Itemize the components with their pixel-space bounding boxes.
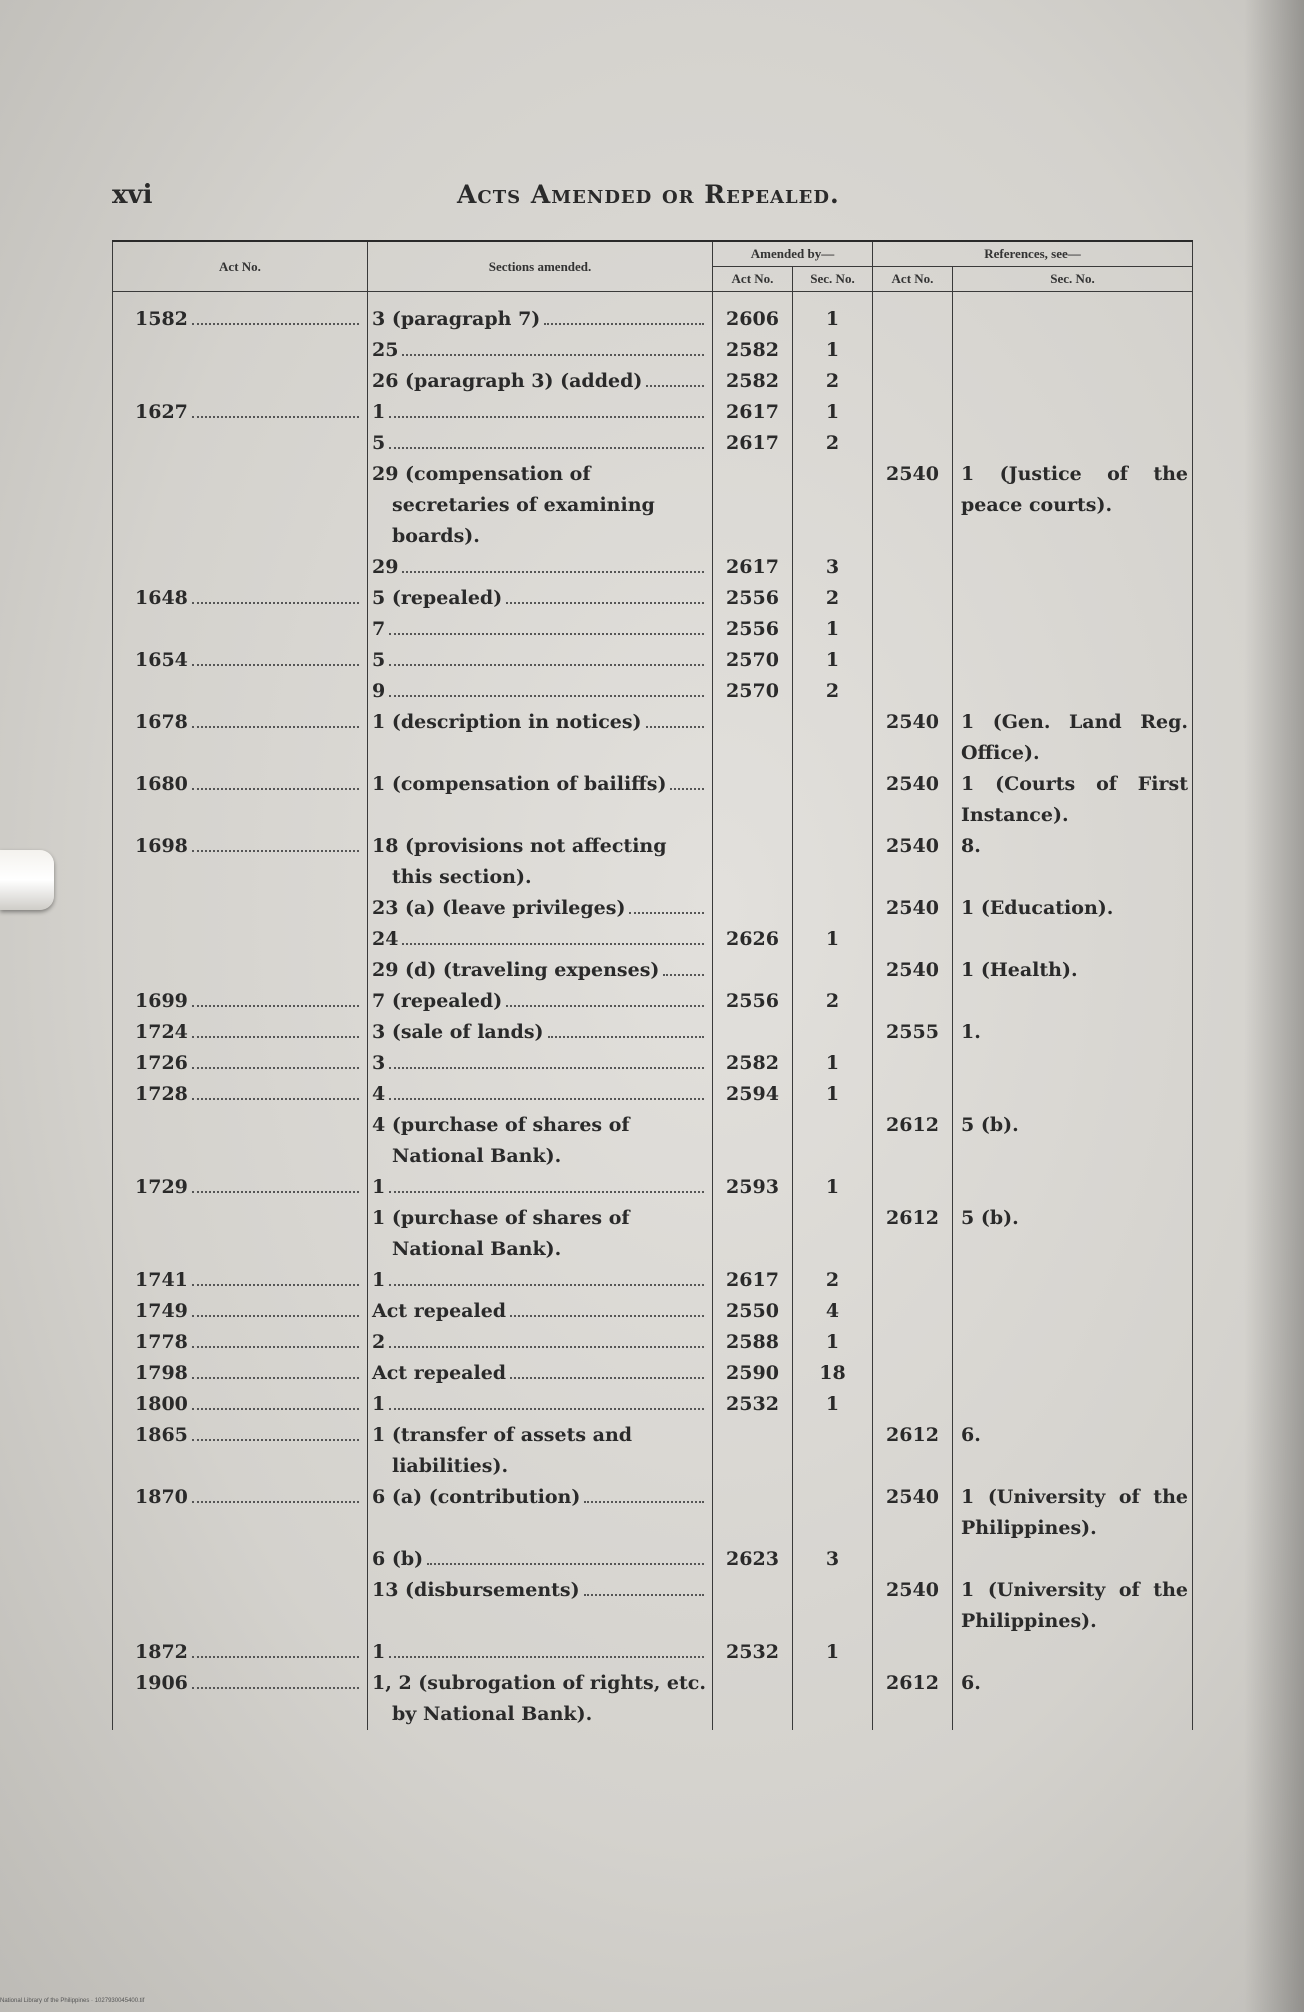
table-row <box>113 1327 1193 1358</box>
cell-act-no <box>113 335 368 366</box>
cell-ref-act-no <box>873 614 953 645</box>
cell-amended-sec-no <box>793 1482 873 1544</box>
cell-amended-sec-no: 3 <box>793 552 873 583</box>
table-row <box>113 955 1193 986</box>
cell-amended-act-no: 2590 <box>713 1358 793 1389</box>
cell-act-no: 1741 <box>113 1265 368 1296</box>
table-row <box>113 707 1193 769</box>
cell-amended-act-no: 2570 <box>713 676 793 707</box>
cell-sections-amended: 1 <box>368 1637 713 1668</box>
cell-act-no: 1778 <box>113 1327 368 1358</box>
cell-sections-amended: 29 (compensation of secretaries of examining boards). <box>368 459 713 552</box>
cell-amended-sec-no: 2 <box>793 366 873 397</box>
cell-amended-sec-no <box>793 1203 873 1265</box>
cell-ref-sec-no <box>953 1079 1193 1110</box>
cell-amended-sec-no <box>793 1017 873 1048</box>
cell-act-no: 1729 <box>113 1172 368 1203</box>
cell-amended-act-no <box>713 1017 793 1048</box>
cell-ref-act-no <box>873 1637 953 1668</box>
cell-sections-amended: 24 <box>368 924 713 955</box>
cell-ref-sec-no: 1. <box>953 1017 1193 1048</box>
cell-act-no <box>113 893 368 924</box>
cell-ref-sec-no <box>953 986 1193 1017</box>
cell-amended-act-no: 2617 <box>713 428 793 459</box>
cell-ref-act-no <box>873 645 953 676</box>
cell-sections-amended: 1 <box>368 1265 713 1296</box>
cell-act-no <box>113 1544 368 1575</box>
cell-ref-act-no: 2540 <box>873 831 953 893</box>
cell-act-no: 1906 <box>113 1668 368 1730</box>
cell-amended-act-no: 2594 <box>713 1079 793 1110</box>
cell-amended-sec-no <box>793 893 873 924</box>
acts-table-body <box>113 292 1193 1731</box>
cell-amended-sec-no: 1 <box>793 614 873 645</box>
table-row <box>113 459 1193 552</box>
cell-act-no: 1798 <box>113 1358 368 1389</box>
cell-act-no <box>113 1203 368 1265</box>
cell-amended-sec-no: 2 <box>793 986 873 1017</box>
cell-amended-sec-no: 2 <box>793 428 873 459</box>
cell-ref-act-no <box>873 1544 953 1575</box>
table-row <box>113 1482 1193 1544</box>
cell-sections-amended: Act repealed <box>368 1358 713 1389</box>
cell-sections-amended: 29 (d) (traveling expenses) <box>368 955 713 986</box>
cell-amended-act-no <box>713 831 793 893</box>
table-row <box>113 366 1193 397</box>
table-row <box>113 1420 1193 1482</box>
cell-act-no: 1872 <box>113 1637 368 1668</box>
cell-act-no <box>113 924 368 955</box>
cell-ref-act-no: 2540 <box>873 1482 953 1544</box>
cell-act-no <box>113 1575 368 1637</box>
cell-sections-amended: 3 <box>368 1048 713 1079</box>
cell-amended-sec-no: 1 <box>793 1172 873 1203</box>
cell-amended-sec-no: 1 <box>793 1048 873 1079</box>
table-row <box>113 1110 1193 1172</box>
cell-act-no: 1698 <box>113 831 368 893</box>
cell-amended-sec-no: 1 <box>793 645 873 676</box>
cell-amended-sec-no <box>793 955 873 986</box>
cell-amended-act-no: 2606 <box>713 292 793 336</box>
cell-sections-amended: 1 <box>368 397 713 428</box>
cell-ref-sec-no <box>953 614 1193 645</box>
cell-ref-act-no <box>873 335 953 366</box>
cell-ref-act-no <box>873 676 953 707</box>
cell-ref-act-no <box>873 1327 953 1358</box>
cell-amended-act-no: 2582 <box>713 335 793 366</box>
cell-amended-act-no: 2617 <box>713 552 793 583</box>
col-ref-sec-no: Sec. No. <box>953 267 1193 292</box>
table-row <box>113 1637 1193 1668</box>
cell-amended-sec-no <box>793 831 873 893</box>
cell-amended-sec-no: 1 <box>793 1637 873 1668</box>
cell-ref-act-no <box>873 583 953 614</box>
cell-ref-sec-no: 1 (University of the Philippines). <box>953 1575 1193 1637</box>
cell-amended-sec-no <box>793 1420 873 1482</box>
cell-amended-act-no: 2626 <box>713 924 793 955</box>
cell-amended-sec-no <box>793 769 873 831</box>
table-header-row <box>113 241 1193 267</box>
cell-amended-act-no: 2623 <box>713 1544 793 1575</box>
table-row <box>113 428 1193 459</box>
cell-ref-sec-no <box>953 1296 1193 1327</box>
cell-sections-amended: 4 (purchase of shares of National Bank). <box>368 1110 713 1172</box>
cell-act-no: 1865 <box>113 1420 368 1482</box>
cell-ref-sec-no <box>953 1265 1193 1296</box>
cell-ref-act-no <box>873 1265 953 1296</box>
cell-sections-amended: 6 (b) <box>368 1544 713 1575</box>
cell-act-no: 1724 <box>113 1017 368 1048</box>
table-row <box>113 676 1193 707</box>
cell-act-no: 1728 <box>113 1079 368 1110</box>
cell-ref-act-no: 2555 <box>873 1017 953 1048</box>
cell-ref-act-no <box>873 366 953 397</box>
cell-ref-act-no: 2612 <box>873 1420 953 1482</box>
cell-amended-act-no: 2582 <box>713 366 793 397</box>
cell-ref-act-no: 2540 <box>873 1575 953 1637</box>
cell-amended-act-no <box>713 1482 793 1544</box>
cell-amended-act-no <box>713 769 793 831</box>
cell-amended-act-no: 2556 <box>713 986 793 1017</box>
cell-ref-sec-no <box>953 366 1193 397</box>
col-sections-amended: Sections amended. <box>368 241 713 292</box>
cell-ref-sec-no: 1 (Justice of the peace courts). <box>953 459 1193 552</box>
cell-ref-act-no <box>873 552 953 583</box>
cell-ref-act-no <box>873 1389 953 1420</box>
table-row <box>113 1172 1193 1203</box>
cell-amended-act-no: 2532 <box>713 1389 793 1420</box>
cell-amended-act-no: 2532 <box>713 1637 793 1668</box>
cell-sections-amended: 23 (a) (leave privileges) <box>368 893 713 924</box>
cell-ref-sec-no <box>953 583 1193 614</box>
cell-act-no: 1582 <box>113 292 368 336</box>
cell-sections-amended: 9 <box>368 676 713 707</box>
cell-amended-sec-no <box>793 459 873 552</box>
cell-amended-act-no: 2550 <box>713 1296 793 1327</box>
cell-act-no: 1699 <box>113 986 368 1017</box>
cell-amended-act-no: 2556 <box>713 583 793 614</box>
cell-sections-amended: 4 <box>368 1079 713 1110</box>
cell-ref-sec-no: 5 (b). <box>953 1110 1193 1172</box>
cell-ref-act-no <box>873 1358 953 1389</box>
cell-amended-sec-no: 1 <box>793 292 873 336</box>
table-row <box>113 1389 1193 1420</box>
col-ref-act-no: Act No. <box>873 267 953 292</box>
cell-sections-amended: 13 (disbursements) <box>368 1575 713 1637</box>
cell-act-no <box>113 366 368 397</box>
cell-sections-amended: 1 <box>368 1172 713 1203</box>
cell-ref-sec-no: 6. <box>953 1668 1193 1730</box>
cell-sections-amended: 5 <box>368 645 713 676</box>
acts-table <box>112 240 1193 1730</box>
table-row <box>113 1358 1193 1389</box>
cell-amended-act-no <box>713 1203 793 1265</box>
cell-ref-sec-no <box>953 1048 1193 1079</box>
cell-act-no: 1726 <box>113 1048 368 1079</box>
page-edge-shadow <box>1244 0 1304 2012</box>
cell-sections-amended: 1 (purchase of shares of National Bank). <box>368 1203 713 1265</box>
cell-ref-act-no: 2540 <box>873 769 953 831</box>
cell-ref-sec-no <box>953 1389 1193 1420</box>
cell-sections-amended: 5 (repealed) <box>368 583 713 614</box>
cell-sections-amended: 5 <box>368 428 713 459</box>
cell-amended-sec-no: 4 <box>793 1296 873 1327</box>
cell-sections-amended: 1 (transfer of assets and liabilities). <box>368 1420 713 1482</box>
table-row <box>113 1668 1193 1730</box>
cell-amended-sec-no: 1 <box>793 335 873 366</box>
table-row <box>113 924 1193 955</box>
col-amended-act-no: Act No. <box>713 267 793 292</box>
table-row <box>113 1296 1193 1327</box>
cell-ref-act-no <box>873 397 953 428</box>
table-row <box>113 1017 1193 1048</box>
cell-amended-sec-no: 2 <box>793 676 873 707</box>
cell-amended-sec-no <box>793 1110 873 1172</box>
cell-ref-sec-no <box>953 1358 1193 1389</box>
cell-amended-sec-no: 1 <box>793 1327 873 1358</box>
col-amended-sec-no: Sec. No. <box>793 267 873 292</box>
page-title: Acts Amended or Repealed. <box>457 180 840 209</box>
table-row <box>113 893 1193 924</box>
cell-amended-act-no <box>713 1668 793 1730</box>
cell-amended-act-no: 2588 <box>713 1327 793 1358</box>
table-row <box>113 583 1193 614</box>
cell-ref-act-no: 2540 <box>873 893 953 924</box>
cell-sections-amended: 7 (repealed) <box>368 986 713 1017</box>
cell-amended-sec-no: 2 <box>793 583 873 614</box>
cell-ref-sec-no: 1 (Health). <box>953 955 1193 986</box>
cell-ref-sec-no: 1 (Education). <box>953 893 1193 924</box>
table-row <box>113 1265 1193 1296</box>
cell-ref-sec-no <box>953 335 1193 366</box>
cell-sections-amended: 2 <box>368 1327 713 1358</box>
table-row <box>113 831 1193 893</box>
cell-ref-sec-no <box>953 397 1193 428</box>
cell-sections-amended: 3 (paragraph 7) <box>368 292 713 336</box>
cell-ref-act-no <box>873 1296 953 1327</box>
cell-ref-sec-no <box>953 1172 1193 1203</box>
cell-ref-sec-no: 1 (Courts of First Instance). <box>953 769 1193 831</box>
cell-ref-act-no <box>873 428 953 459</box>
cell-act-no: 1627 <box>113 397 368 428</box>
cell-sections-amended: 3 (sale of lands) <box>368 1017 713 1048</box>
cell-act-no <box>113 1110 368 1172</box>
cell-sections-amended: 18 (provisions not affecting this section). <box>368 831 713 893</box>
cell-ref-sec-no <box>953 552 1193 583</box>
col-act-no: Act No. <box>113 241 368 292</box>
cell-amended-sec-no <box>793 1575 873 1637</box>
table-row <box>113 552 1193 583</box>
cell-sections-amended: 1 (description in notices) <box>368 707 713 769</box>
cell-act-no <box>113 459 368 552</box>
cell-act-no: 1678 <box>113 707 368 769</box>
page-tab-marker <box>0 850 54 910</box>
cell-ref-sec-no: 5 (b). <box>953 1203 1193 1265</box>
cell-amended-sec-no: 1 <box>793 1079 873 1110</box>
page-number: xvi <box>112 180 153 210</box>
cell-ref-act-no: 2612 <box>873 1203 953 1265</box>
cell-amended-act-no <box>713 893 793 924</box>
cell-ref-act-no: 2540 <box>873 707 953 769</box>
cell-act-no: 1680 <box>113 769 368 831</box>
cell-act-no: 1648 <box>113 583 368 614</box>
cell-ref-act-no <box>873 986 953 1017</box>
cell-ref-act-no <box>873 1048 953 1079</box>
cell-sections-amended: 1 (compensation of bailiffs) <box>368 769 713 831</box>
cell-amended-act-no <box>713 707 793 769</box>
cell-ref-sec-no: 1 (University of the Philippines). <box>953 1482 1193 1544</box>
cell-amended-act-no: 2582 <box>713 1048 793 1079</box>
cell-amended-act-no: 2593 <box>713 1172 793 1203</box>
cell-act-no <box>113 552 368 583</box>
cell-amended-sec-no <box>793 1668 873 1730</box>
cell-act-no <box>113 955 368 986</box>
cell-amended-sec-no: 2 <box>793 1265 873 1296</box>
cell-sections-amended: 26 (paragraph 3) (added) <box>368 366 713 397</box>
table-row <box>113 1575 1193 1637</box>
cell-ref-sec-no: 8. <box>953 831 1193 893</box>
cell-ref-sec-no <box>953 645 1193 676</box>
cell-act-no: 1870 <box>113 1482 368 1544</box>
cell-ref-act-no <box>873 1079 953 1110</box>
col-amended-by: Amended by— <box>713 241 873 267</box>
table-row <box>113 397 1193 428</box>
cell-ref-sec-no <box>953 1327 1193 1358</box>
cell-amended-sec-no: 1 <box>793 924 873 955</box>
cell-amended-act-no <box>713 1110 793 1172</box>
cell-amended-sec-no: 1 <box>793 1389 873 1420</box>
cell-ref-act-no: 2540 <box>873 955 953 986</box>
cell-sections-amended: 7 <box>368 614 713 645</box>
cell-amended-act-no: 2617 <box>713 397 793 428</box>
cell-amended-act-no: 2617 <box>713 1265 793 1296</box>
cell-act-no: 1749 <box>113 1296 368 1327</box>
cell-sections-amended: 25 <box>368 335 713 366</box>
cell-sections-amended: 6 (a) (contribution) <box>368 1482 713 1544</box>
cell-act-no: 1654 <box>113 645 368 676</box>
cell-ref-act-no <box>873 292 953 336</box>
cell-act-no <box>113 428 368 459</box>
cell-amended-act-no: 2570 <box>713 645 793 676</box>
table-row <box>113 292 1193 336</box>
table-row <box>113 335 1193 366</box>
cell-ref-act-no: 2612 <box>873 1668 953 1730</box>
cell-act-no <box>113 676 368 707</box>
cell-ref-sec-no <box>953 676 1193 707</box>
table-row <box>113 769 1193 831</box>
cell-amended-sec-no: 3 <box>793 1544 873 1575</box>
cell-sections-amended: 29 <box>368 552 713 583</box>
page-header <box>112 180 1192 220</box>
cell-amended-sec-no: 1 <box>793 397 873 428</box>
cell-amended-act-no <box>713 1420 793 1482</box>
cell-amended-act-no <box>713 459 793 552</box>
table-row <box>113 1544 1193 1575</box>
cell-ref-sec-no: 6. <box>953 1420 1193 1482</box>
table-row <box>113 1048 1193 1079</box>
cell-sections-amended: Act repealed <box>368 1296 713 1327</box>
table-row <box>113 614 1193 645</box>
cell-ref-sec-no: 1 (Gen. Land Reg. Office). <box>953 707 1193 769</box>
cell-sections-amended: 1, 2 (subrogation of rights, etc. by National Bank). <box>368 1668 713 1730</box>
cell-ref-sec-no <box>953 292 1193 336</box>
cell-ref-act-no <box>873 924 953 955</box>
cell-ref-sec-no <box>953 428 1193 459</box>
table-row <box>113 1079 1193 1110</box>
table-row <box>113 645 1193 676</box>
table-row <box>113 1203 1193 1265</box>
table-row <box>113 986 1193 1017</box>
cell-amended-sec-no <box>793 707 873 769</box>
cell-ref-sec-no <box>953 1637 1193 1668</box>
cell-act-no: 1800 <box>113 1389 368 1420</box>
cell-amended-act-no: 2556 <box>713 614 793 645</box>
scan-footer: National Library of the Philippines · 1027930045400.tif <box>0 1998 145 2004</box>
cell-ref-sec-no <box>953 924 1193 955</box>
col-references: References, see— <box>873 241 1193 267</box>
cell-ref-sec-no <box>953 1544 1193 1575</box>
cell-ref-act-no: 2612 <box>873 1110 953 1172</box>
cell-amended-sec-no: 18 <box>793 1358 873 1389</box>
cell-ref-act-no <box>873 1172 953 1203</box>
cell-amended-act-no <box>713 955 793 986</box>
cell-ref-act-no: 2540 <box>873 459 953 552</box>
cell-act-no <box>113 614 368 645</box>
cell-amended-act-no <box>713 1575 793 1637</box>
cell-sections-amended: 1 <box>368 1389 713 1420</box>
